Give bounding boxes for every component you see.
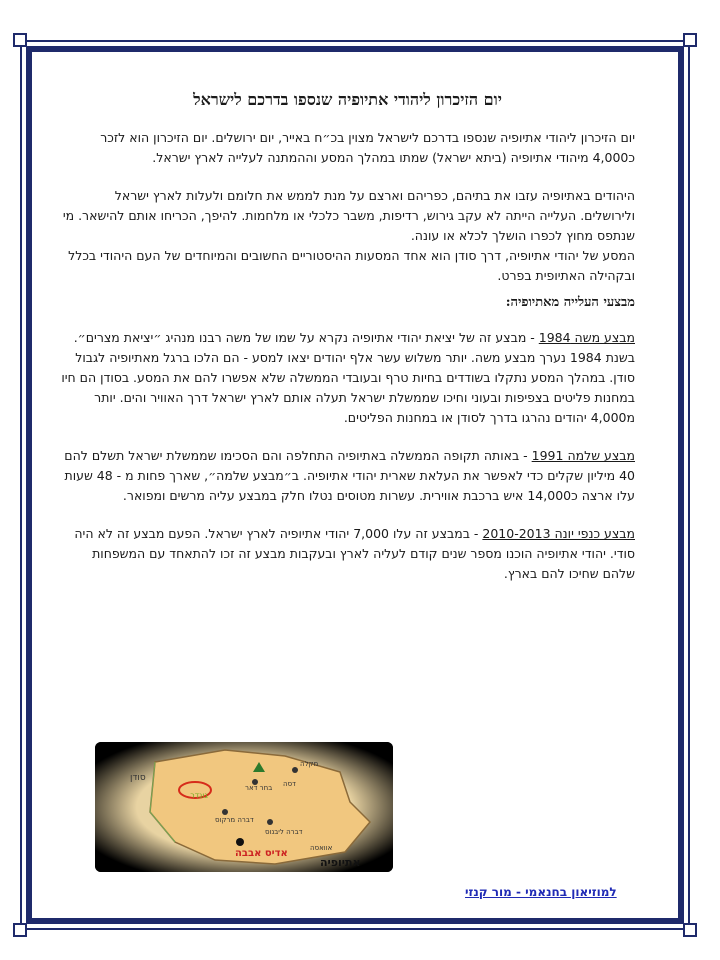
operation-description: - באותה תקופה הממשלה באתיופיה התחלפה והם הסכימו שממשלת ישראל תשלם להם 40 מיליון שקלים כדי לאפשר את העלאת שארית יהודי אתיופיה. ב״מבצע שלמה״, שארך פחות מ - 48 שעות עלו ארצה כ14,000 איש ברכבת אווירית. עשרות מטוסים נטלו חלק במבצע עליה מרשים ומפואר. [64, 448, 635, 503]
operation-name: מבצע משה 1984 [538, 330, 635, 345]
city-label: בחר דאר [245, 784, 273, 792]
document-body [60, 90, 635, 584]
operation-name: מבצע שלמה 1991 [531, 448, 635, 463]
operation-description: - מבצע זה של יציאת יהודי אתיופיה נקרא על שמו של משה רבנו מנהיג ״יציאת מצרים״. בשנת 1984 נערך מבצע משה. יותר משלוש עשר אלף יהודים יצאו למסע - הם הלכו ברגל מאתיופיה לגבול סודן. במהלך המסע נתקלו בשודדים בחיות טרף ובעובדי הממשלה שלא אפשרו להם את המסע. בסודן הם חיו במחנות פליטים בצפיפות ובעוני וחיכו שממשלת ישראל תעלה אותם לארץ ישראל דרך האוויר והים. יותר מ4,000 יהודים נהרגו בדרך לסודן או במחנות הפליטים. [61, 330, 635, 425]
operation-name: מבצע כנפי יונה 2010-2013 [482, 526, 635, 541]
border-corner [13, 33, 27, 47]
operations-subheading: מבצעי העלייה מאתיופיה: [505, 295, 635, 310]
capital-label: אדיס אבבה [235, 848, 288, 859]
museum-link[interactable]: למוזיאון בחנאמי - מור קנזי [465, 885, 617, 899]
operation-solomon [60, 446, 635, 506]
city-label: אוואסה [310, 844, 333, 852]
neighbor-label: סודן [130, 773, 146, 783]
journey-paragraph: היהודים באתיופיה עזבו את בתיהם, כפריהם וארצם על מנת לממש את חלומם ולעלות לארץ ישראל ולירושלים. העלייה הייתה לא עקב גירוש, רדיפות, משבר כלכלי או מלחמות. להיפך, הכריחו אותם להישאר. מי שנתפס מחוץ לכפרו הושלך לכלא או עונה. [62, 188, 635, 243]
border-corner [683, 33, 697, 47]
journey-paragraph-2: המסע של יהודי אתיופיה, דרך סודן הוא אחד המסעות ההיסטוריים החשובים והמיוחדים של העם היהודי בכלל ובקהילה האתיופית בפרט. [68, 248, 635, 283]
city-label: דסה [283, 780, 296, 788]
country-label: אתיופיה [320, 856, 361, 869]
intro-paragraph: יום הזיכרון ליהודי אתיופיה שנספו בדרכם לישראל מצוין בכ״ח באייר, יום ירושלים. יום הזיכרון הוא לזכר כ4,000 מיהודי אתיופיה (ביתא ישראל) שמתו במהלך המסע וההמתנה לעלייה לארץ ישראל. [100, 130, 635, 165]
operation-moses [60, 328, 635, 428]
border-corner [683, 923, 697, 937]
city-label: מקלה [300, 760, 319, 768]
border-corner [13, 923, 27, 937]
operation-dove-wings [60, 524, 635, 584]
city-label: גונדר [190, 791, 208, 800]
city-label: דברה ליבנוס [265, 828, 303, 836]
city-label: דברה מרקוס [215, 816, 254, 824]
operation-description: - במבצע זה עלו 7,000 יהודי אתיופיה לארץ ישראל. הפעם מבצע זה לא היה סודי. יהודי אתיופיה הוכנו מספר שנים קודם לעליה לארץ ובעקבות מבצע זה זכו להתאחד עם המשפחות שלהם שחיכו להם בארץ. [74, 526, 635, 581]
ethiopia-map [95, 742, 393, 872]
document-title: יום הזיכרון ליהודי אתיופיה שנספו בדרכם לישראל [193, 90, 502, 109]
